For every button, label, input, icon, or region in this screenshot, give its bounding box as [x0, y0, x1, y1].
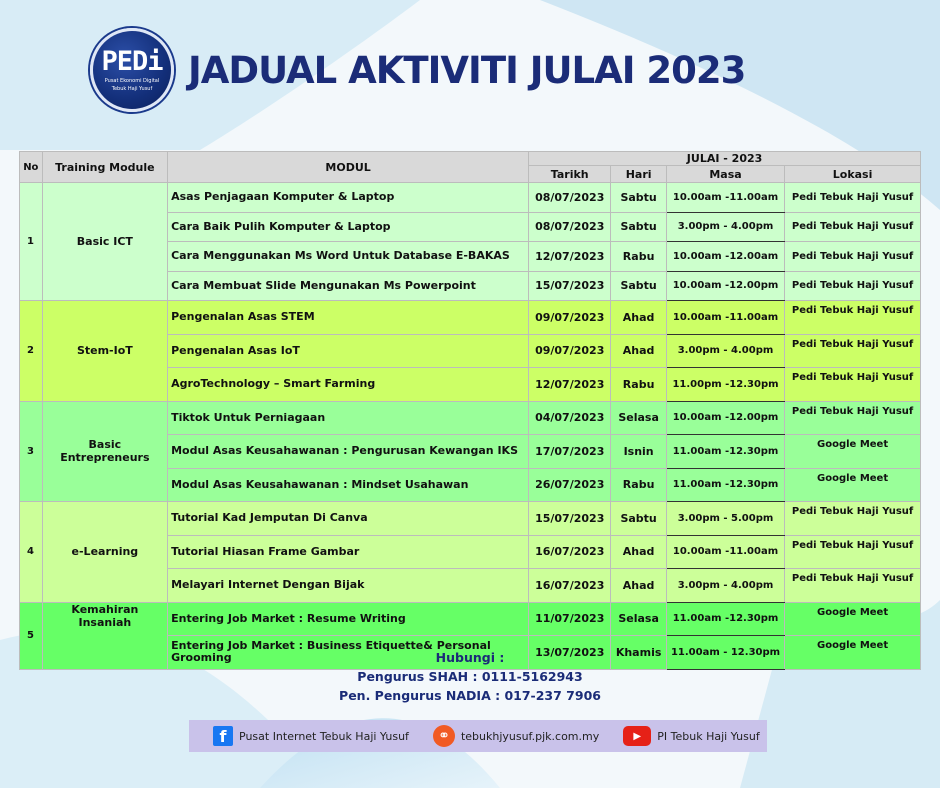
modul-cell: Pengenalan Asas STEM: [168, 301, 529, 335]
training-module: e-Learning: [42, 502, 167, 603]
tarikh-cell: 15/07/2023: [529, 502, 611, 536]
lokasi-cell: Pedi Tebuk Haji Yusuf: [785, 242, 921, 272]
table-row: [20, 401, 921, 435]
modul-cell: Cara Menggunakan Ms Word Untuk Database E-BAKAS: [168, 242, 529, 272]
modul-cell: AgroTechnology – Smart Farming: [168, 368, 529, 402]
training-module: Kemahiran Insaniah: [42, 602, 167, 669]
hari-cell: Sabtu: [611, 183, 667, 213]
tarikh-cell: 26/07/2023: [529, 468, 611, 502]
lokasi-cell: Google Meet: [785, 636, 921, 670]
header-julai-group: JULAI - 2023: [529, 152, 921, 166]
lokasi-cell: Pedi Tebuk Haji Yusuf: [785, 271, 921, 301]
group-number: 3: [20, 401, 43, 502]
modul-cell: Pengenalan Asas IoT: [168, 334, 529, 368]
logo-text: PEDi: [101, 46, 163, 77]
masa-cell: 3.00pm - 4.00pm: [666, 212, 784, 242]
facebook-text: Pusat Internet Tebuk Haji Yusuf: [239, 729, 409, 743]
tarikh-cell: 09/07/2023: [529, 301, 611, 335]
masa-cell: 11.00am -12.30pm: [666, 468, 784, 502]
hari-cell: Rabu: [611, 468, 667, 502]
contact-block: [0, 648, 940, 705]
footer-youtube[interactable]: [623, 726, 759, 746]
schedule-table: [19, 151, 921, 670]
lokasi-cell: Google Meet: [785, 435, 921, 469]
hari-cell: Ahad: [611, 334, 667, 368]
schedule-table-wrap: [19, 151, 921, 670]
lokasi-cell: Pedi Tebuk Haji Yusuf: [785, 334, 921, 368]
tarikh-cell: 16/07/2023: [529, 569, 611, 603]
tarikh-cell: 08/07/2023: [529, 212, 611, 242]
modul-cell: Melayari Internet Dengan Bijak: [168, 569, 529, 603]
website-text: tebukhjyusuf.pjk.com.my: [460, 729, 600, 743]
lokasi-cell: Pedi Tebuk Haji Yusuf: [785, 569, 921, 603]
logo-subtitle-1: Pusat Ekonomi Digital: [104, 78, 160, 84]
modul-cell: Tiktok Untuk Perniagaan: [168, 401, 529, 435]
masa-cell: 10.00am -11.00am: [666, 183, 784, 213]
lokasi-cell: Pedi Tebuk Haji Yusuf: [785, 535, 921, 569]
lokasi-cell: Pedi Tebuk Haji Yusuf: [785, 401, 921, 435]
header-tarikh: Tarikh: [529, 166, 611, 183]
tarikh-cell: 16/07/2023: [529, 535, 611, 569]
table-row: [20, 502, 921, 536]
modul-cell: Asas Penjagaan Komputer & Laptop: [168, 183, 529, 213]
modul-cell: Tutorial Hiasan Frame Gambar: [168, 535, 529, 569]
hari-cell: Ahad: [611, 569, 667, 603]
group-number: 1: [20, 183, 43, 301]
globe-icon: ⚭: [433, 725, 455, 747]
modul-cell: Tutorial Kad Jemputan Di Canva: [168, 502, 529, 536]
contact-label: Hubungi :: [435, 650, 505, 665]
footer-bar: [189, 720, 767, 752]
hari-cell: Ahad: [611, 301, 667, 335]
modul-cell: Modul Asas Keusahawanan : Mindset Usahawan: [168, 468, 529, 502]
tarikh-cell: 12/07/2023: [529, 242, 611, 272]
header: [90, 30, 745, 110]
lokasi-cell: Pedi Tebuk Haji Yusuf: [785, 183, 921, 213]
tarikh-cell: 11/07/2023: [529, 602, 611, 636]
tarikh-cell: 08/07/2023: [529, 183, 611, 213]
contact-line-1: Pengurus SHAH : 0111-5162943: [357, 669, 583, 684]
hari-cell: Sabtu: [611, 502, 667, 536]
footer-website[interactable]: [433, 725, 599, 747]
header-training-module: Training Module: [42, 152, 167, 183]
header-hari: Hari: [611, 166, 667, 183]
pedi-logo: [90, 28, 174, 112]
logo-subtitle-2: Tebuk Haji Yusuf: [111, 86, 153, 92]
youtube-text: PI Tebuk Haji Yusuf: [657, 729, 760, 743]
modul-cell: Modul Asas Keusahawanan : Pengurusan Kewangan IKS: [168, 435, 529, 469]
hari-cell: Khamis: [611, 636, 667, 670]
masa-cell: 10.00am -11.00am: [666, 535, 784, 569]
lokasi-cell: Pedi Tebuk Haji Yusuf: [785, 368, 921, 402]
modul-cell: Cara Membuat Slide Mengunakan Ms Powerpoint: [168, 271, 529, 301]
masa-cell: 3.00pm - 5.00pm: [666, 502, 784, 536]
modul-cell: Entering Job Market : Business Etiquette& Personal Grooming: [168, 636, 529, 670]
masa-cell: 10.00am -11.00am: [666, 301, 784, 335]
lokasi-cell: Google Meet: [785, 602, 921, 636]
lokasi-cell: Pedi Tebuk Haji Yusuf: [785, 502, 921, 536]
header-masa: Masa: [666, 166, 784, 183]
hari-cell: Rabu: [611, 242, 667, 272]
modul-cell: Entering Job Market : Resume Writing: [168, 602, 529, 636]
footer-facebook[interactable]: [213, 726, 409, 746]
header-modul: MODUL: [168, 152, 529, 183]
header-no: No: [20, 152, 43, 183]
masa-cell: 3.00pm - 4.00pm: [666, 334, 784, 368]
training-module: Basic ICT: [42, 183, 167, 301]
group-number: 4: [20, 502, 43, 603]
table-row: [20, 183, 921, 213]
tarikh-cell: 04/07/2023: [529, 401, 611, 435]
contact-line-2: Pen. Pengurus NADIA : 017-237 7906: [339, 688, 601, 703]
training-module: Stem-IoT: [42, 301, 167, 402]
masa-cell: 10.00am -12.00pm: [666, 271, 784, 301]
masa-cell: 11.00pm -12.30pm: [666, 368, 784, 402]
group-number: 2: [20, 301, 43, 402]
tarikh-cell: 09/07/2023: [529, 334, 611, 368]
group-number: 5: [20, 602, 43, 669]
masa-cell: 11.00am -12.30pm: [666, 435, 784, 469]
masa-cell: 3.00pm - 4.00pm: [666, 569, 784, 603]
hari-cell: Sabtu: [611, 271, 667, 301]
tarikh-cell: 15/07/2023: [529, 271, 611, 301]
hari-cell: Selasa: [611, 401, 667, 435]
masa-cell: 11.00am - 12.30pm: [666, 636, 784, 670]
table-row: [20, 602, 921, 636]
training-module: Basic Entrepreneurs: [42, 401, 167, 502]
hari-cell: Sabtu: [611, 212, 667, 242]
masa-cell: 10.00am -12.00pm: [666, 401, 784, 435]
lokasi-cell: Pedi Tebuk Haji Yusuf: [785, 301, 921, 335]
page-title: JADUAL AKTIVITI JULAI 2023: [188, 48, 746, 92]
tarikh-cell: 17/07/2023: [529, 435, 611, 469]
facebook-icon: f: [213, 726, 233, 746]
table-row: [20, 301, 921, 335]
hari-cell: Selasa: [611, 602, 667, 636]
masa-cell: 11.00am -12.30pm: [666, 602, 784, 636]
lokasi-cell: Google Meet: [785, 468, 921, 502]
masa-cell: 10.00am -12.00am: [666, 242, 784, 272]
tarikh-cell: 13/07/2023: [529, 636, 611, 670]
lokasi-cell: Pedi Tebuk Haji Yusuf: [785, 212, 921, 242]
hari-cell: Rabu: [611, 368, 667, 402]
schedule-body: [20, 183, 921, 670]
header-lokasi: Lokasi: [785, 166, 921, 183]
modul-cell: Cara Baik Pulih Komputer & Laptop: [168, 212, 529, 242]
tarikh-cell: 12/07/2023: [529, 368, 611, 402]
hari-cell: Isnin: [611, 435, 667, 469]
youtube-icon: ▶: [623, 726, 651, 746]
hari-cell: Ahad: [611, 535, 667, 569]
